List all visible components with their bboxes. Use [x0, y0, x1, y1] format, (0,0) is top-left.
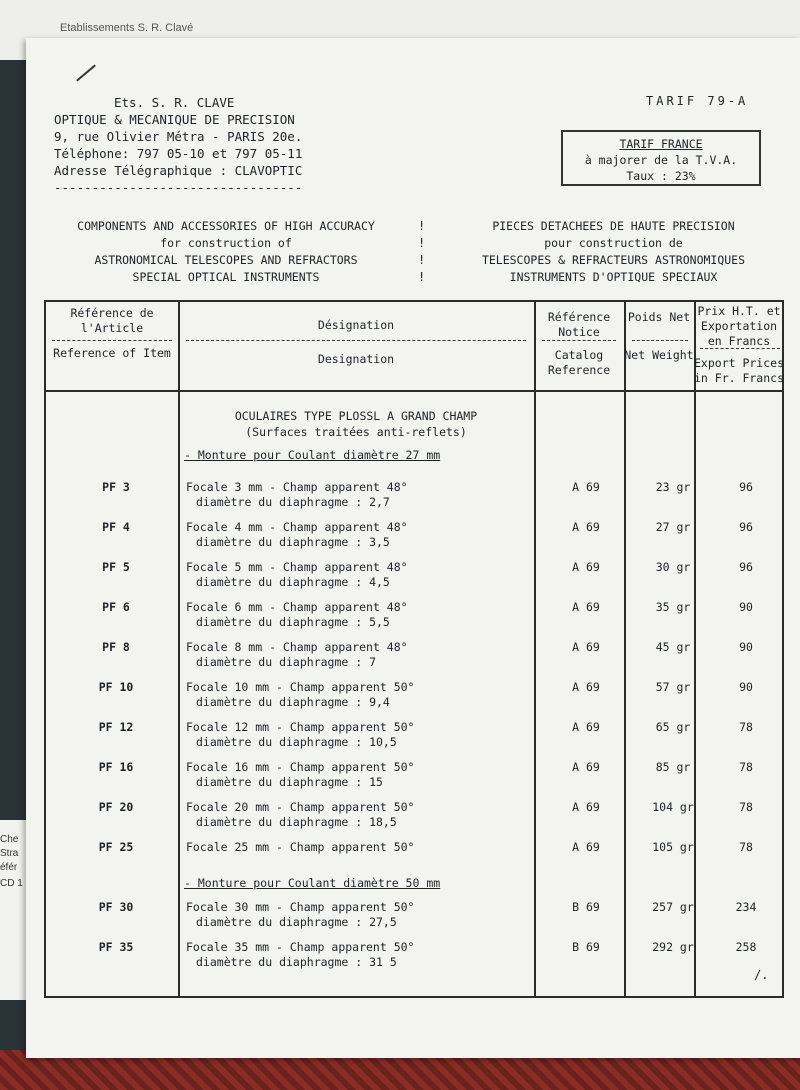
item-designation: Focale 4 mm - Champ apparent 48° [186, 520, 408, 534]
company-phone: Téléphone: 797 05-10 et 797 05-11 [54, 146, 303, 161]
item-diaphragm: diamètre du diaphragme : 5,5 [196, 615, 390, 629]
tarif-box-vat: à majorer de la T.V.A. [584, 153, 738, 167]
item-catalog-ref: A 69 [572, 640, 600, 654]
col-header-des-fr: Désignation [317, 318, 395, 332]
item-catalog-ref: A 69 [572, 520, 600, 534]
item-price: 78 [739, 720, 753, 734]
item-reference: PF 35 [98, 940, 134, 954]
tarif-code: TARIF 79-A [646, 94, 749, 108]
header-divider: ! ! ! ! [418, 219, 426, 284]
card-text: éfér [0, 862, 18, 873]
item-diaphragm: diamètre du diaphragme : 31 5 [196, 955, 397, 969]
col-header-wt-en: Net Weight [624, 348, 694, 362]
header-fr-line: INSTRUMENTS D'OPTIQUE SPECIAUX [509, 270, 718, 284]
header-dash [542, 340, 616, 341]
item-weight: 57 gr [655, 680, 691, 694]
mount-heading-50-text: - Monture pour Coulant diamètre 50 mm [184, 876, 441, 890]
col-header-ref-fr: Référence de l'Article [70, 306, 154, 335]
tarif-france-box [561, 130, 761, 186]
section-title: OCULAIRES TYPE PLOSSL A GRAND CHAMP [234, 409, 478, 423]
header-rule [46, 390, 782, 392]
item-reference: PF 10 [98, 680, 134, 694]
item-price: 78 [739, 800, 753, 814]
table-row [46, 758, 786, 794]
item-weight: 23 gr [655, 480, 691, 494]
header-en-line: COMPONENTS AND ACCESSORIES OF HIGH ACCURACY [77, 219, 375, 233]
item-weight: 45 gr [655, 640, 691, 654]
item-designation: Focale 5 mm - Champ apparent 48° [186, 560, 408, 574]
item-catalog-ref: B 69 [572, 940, 600, 954]
item-price: 90 [739, 600, 753, 614]
col-header-des-en: Designation [317, 352, 395, 366]
item-diaphragm: diamètre du diaphragme : 27,5 [196, 915, 397, 929]
item-catalog-ref: A 69 [572, 760, 600, 774]
item-weight: 85 gr [655, 760, 691, 774]
header-en-line: SPECIAL OPTICAL INSTRUMENTS [132, 270, 320, 284]
company-address: 9, rue Olivier Métra - PARIS 20e. [54, 129, 303, 144]
item-catalog-ref: A 69 [572, 560, 600, 574]
item-price: 78 [739, 760, 753, 774]
item-reference: PF 25 [98, 840, 134, 854]
table-row [46, 598, 786, 634]
item-catalog-ref: A 69 [572, 680, 600, 694]
item-designation: Focale 3 mm - Champ apparent 48° [186, 480, 408, 494]
col-header-wt-fr: Poids Net [627, 310, 691, 324]
item-reference: PF 30 [98, 900, 134, 914]
item-reference: PF 20 [98, 800, 134, 814]
item-weight: 27 gr [655, 520, 691, 534]
item-reference: PF 3 [102, 480, 130, 494]
item-reference: PF 4 [102, 520, 130, 534]
item-price: 96 [739, 480, 753, 494]
col-header-price-fr: Prix H.T. et Exportation en Francs [697, 304, 781, 348]
item-reference: PF 16 [98, 760, 134, 774]
item-reference: PF 5 [102, 560, 130, 574]
company-name: Ets. S. R. CLAVE [114, 95, 235, 110]
header-french [431, 218, 796, 286]
item-designation: Focale 16 mm - Champ apparent 50° [186, 760, 415, 774]
header-fr-line: PIECES DETACHEES DE HAUTE PRECISION [492, 219, 735, 233]
item-catalog-ref: A 69 [572, 840, 600, 854]
item-designation: Focale 30 mm - Champ apparent 50° [186, 900, 415, 914]
background-sheet-label: Etablissements S. R. Clavé [60, 22, 194, 34]
header-en-line: for construction of [160, 236, 292, 250]
pencil-mark [76, 65, 96, 82]
col-header-cat-en: Catalog Reference [547, 348, 611, 377]
item-designation: Focale 25 mm - Champ apparent 50° [186, 840, 415, 854]
item-diaphragm: diamètre du diaphragme : 7 [196, 655, 377, 669]
item-weight: 65 gr [655, 720, 691, 734]
item-diaphragm: diamètre du diaphragme : 18,5 [196, 815, 397, 829]
table-row [46, 678, 786, 714]
header-dash [52, 340, 172, 341]
item-designation: Focale 10 mm - Champ apparent 50° [186, 680, 415, 694]
header-english [26, 218, 426, 286]
item-reference: PF 6 [102, 600, 130, 614]
item-diaphragm: diamètre du diaphragme : 15 [196, 775, 383, 789]
card-text: Stra [0, 848, 19, 859]
item-catalog-ref: A 69 [572, 600, 600, 614]
col-header-price-en: Export Prices in Fr. Francs [694, 356, 785, 385]
card-text: CD 1 [0, 878, 23, 889]
item-catalog-ref: A 69 [572, 800, 600, 814]
header-fr-line: TELESCOPES & REFRACTEURS ASTRONOMIQUES [481, 253, 746, 267]
item-designation: Focale 6 mm - Champ apparent 48° [186, 600, 408, 614]
company-telegraph: Adresse Télégraphique : CLAVOPTIC [54, 163, 303, 178]
item-catalog-ref: A 69 [572, 480, 600, 494]
item-weight: 35 gr [655, 600, 691, 614]
item-reference: PF 12 [98, 720, 134, 734]
item-designation: Focale 12 mm - Champ apparent 50° [186, 720, 415, 734]
price-table [44, 300, 784, 998]
table-row [46, 558, 786, 594]
header-fr-line: pour construction de [544, 236, 683, 250]
item-price: 78 [739, 840, 753, 854]
table-row [46, 798, 786, 834]
item-weight: 105 gr [652, 840, 694, 854]
item-price: 90 [739, 680, 753, 694]
col-header-cat-fr: Référence Notice [547, 310, 611, 339]
company-letterhead [54, 94, 302, 196]
item-weight: 30 gr [655, 560, 691, 574]
item-diaphragm: diamètre du diaphragme : 2,7 [196, 495, 390, 509]
item-diaphragm: diamètre du diaphragme : 3,5 [196, 535, 390, 549]
mount-heading-27-text: - Monture pour Coulant diamètre 27 mm [184, 448, 441, 462]
item-price: 258 [735, 940, 757, 954]
table-row [46, 938, 786, 974]
item-diaphragm: diamètre du diaphragme : 4,5 [196, 575, 390, 589]
company-rule: --------------------------------- [54, 180, 303, 195]
item-designation: Focale 35 mm - Champ apparent 50° [186, 940, 415, 954]
table-row [46, 638, 786, 674]
header-dash [186, 340, 526, 341]
item-price: 234 [735, 900, 757, 914]
company-line: OPTIQUE & MECANIQUE DE PRECISION [54, 112, 295, 127]
table-row [46, 518, 786, 554]
tarif-box-title: TARIF FRANCE [619, 137, 703, 151]
tarif-box-rate: Taux : 23% [626, 169, 696, 183]
item-reference: PF 8 [102, 640, 130, 654]
table-row [46, 898, 786, 934]
header-dash [632, 340, 688, 341]
mount-heading-50 [184, 876, 440, 890]
section-subtitle: (Surfaces traitées anti-reflets) [245, 425, 467, 439]
item-price: 90 [739, 640, 753, 654]
table-row [46, 838, 786, 874]
mount-heading-27 [184, 448, 440, 462]
item-price: 96 [739, 560, 753, 574]
col-header-ref-en: Reference of Item [53, 346, 171, 360]
price-list-document [26, 38, 800, 1058]
table-row [46, 718, 786, 754]
item-catalog-ref: A 69 [572, 720, 600, 734]
item-diaphragm: diamètre du diaphragme : 10,5 [196, 735, 397, 749]
item-catalog-ref: B 69 [572, 900, 600, 914]
item-weight: 104 gr [652, 800, 694, 814]
item-price: 96 [739, 520, 753, 534]
card-text: Che [0, 834, 19, 845]
page-mark: /. [754, 968, 769, 982]
item-weight: 292 gr [652, 940, 694, 954]
item-diaphragm: diamètre du diaphragme : 9,4 [196, 695, 390, 709]
item-weight: 257 gr [652, 900, 694, 914]
table-row [46, 478, 786, 514]
item-designation: Focale 8 mm - Champ apparent 48° [186, 640, 408, 654]
item-designation: Focale 20 mm - Champ apparent 50° [186, 800, 415, 814]
header-en-line: ASTRONOMICAL TELESCOPES AND REFRACTORS [94, 253, 358, 267]
